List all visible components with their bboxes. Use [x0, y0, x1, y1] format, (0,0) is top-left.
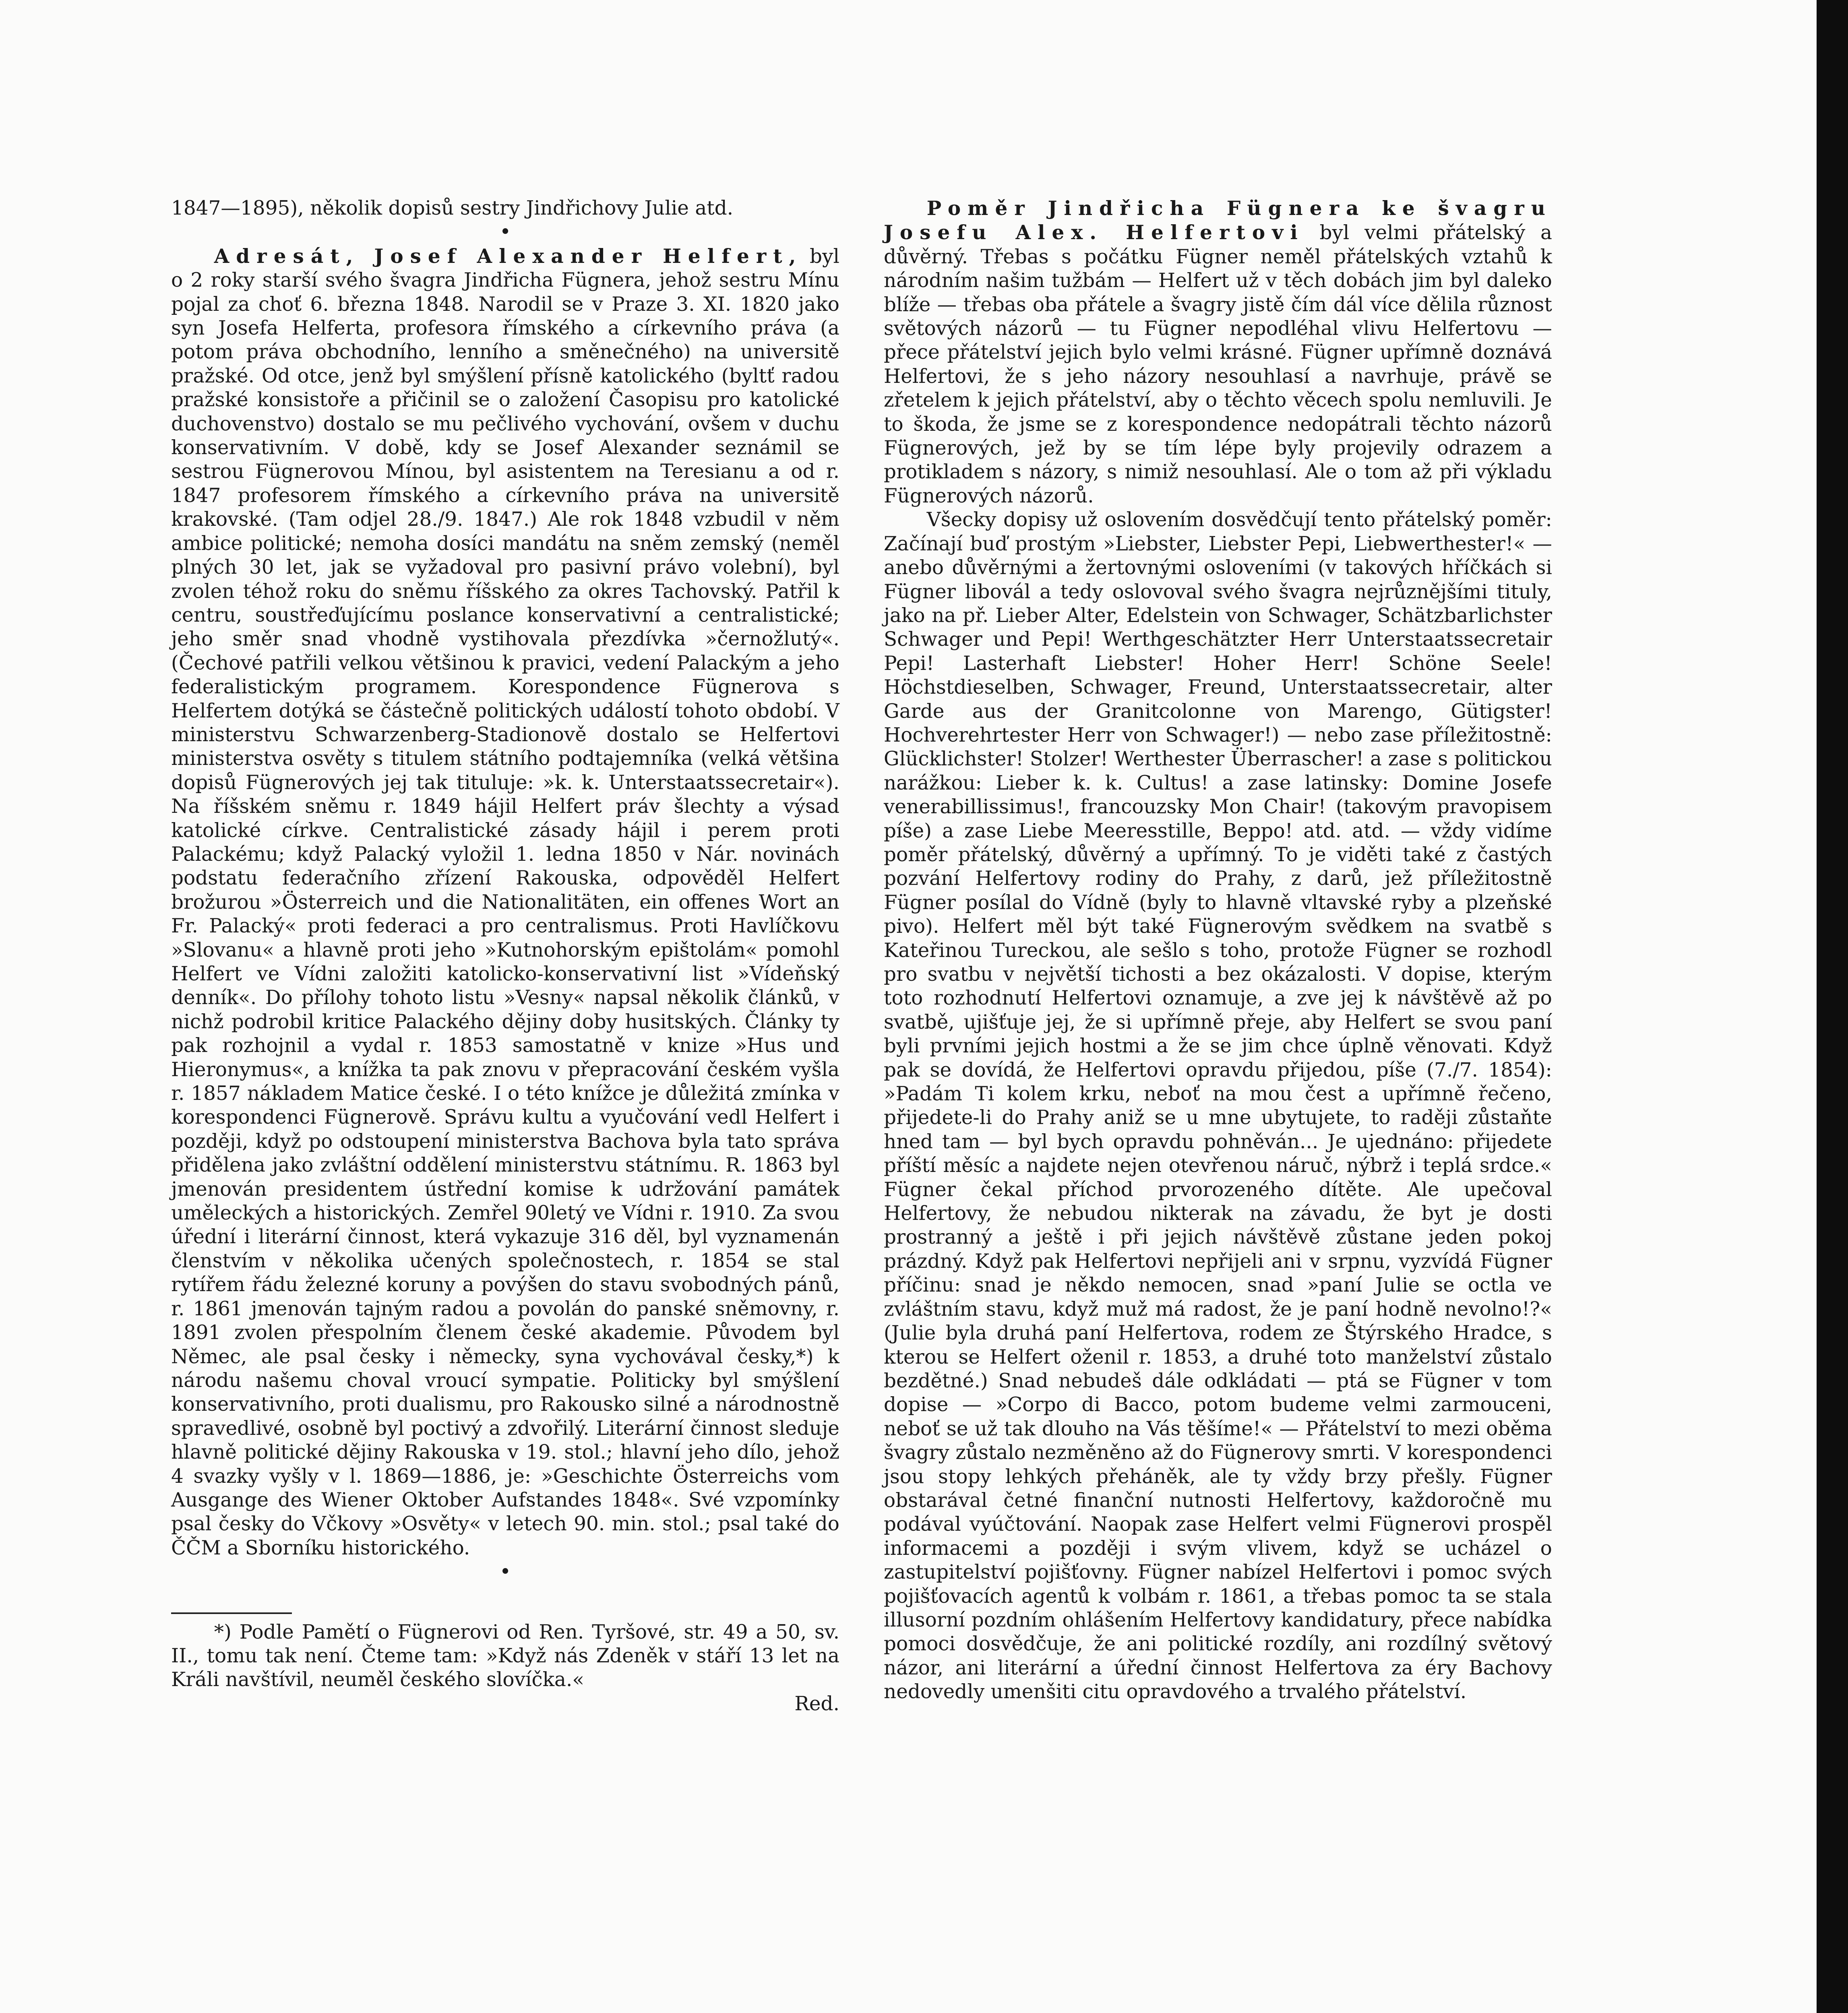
- left-column: [171, 196, 839, 1716]
- intro-paragraph: 1847—1895), několik dopisů sestry Jindřichovy Julie atd.: [171, 197, 734, 219]
- right-column: [884, 196, 1552, 1704]
- relationship-paragraph: [884, 196, 1552, 508]
- spaced-lead-text: Adresát, Josef Alexander Helfert,: [214, 244, 803, 268]
- footnote: [171, 1620, 839, 1692]
- footnote-separator: [171, 1612, 292, 1614]
- spaced-lead-text: Poměr Jindřicha Fügnera ke švagru Josefu Alex. Helfertovi: [884, 197, 1552, 244]
- footnote-text: *) Podle Pamětí o Fügnerovi od Ren. Tyršové, str. 49 a 50, sv. II., tomu tak není. Čteme tam: »Když nás Zdeněk v stáří 13 let na Králi navštívil, neuměl českého slovíčka.«: [171, 1620, 839, 1691]
- ornament-bullet: •: [499, 221, 511, 244]
- letters-paragraph: Všecky dopisy už oslovením dosvědčují tento přátelský poměr: Začínají buď prostým »Liebster, Liebster Pepi, Liebwerthester!« — anebo důvěrnými a žertovnými osloveními (v takových hříčkách si Fügner libovál a tedy oslovoval svého švagra nejrůznějšími tituly, jako na př. Lieber Alter, Edelstein von Schwager, Schätzbarlichster Schwager und Pepi! Werthgeschätzter Herr Unterstaatssecretair Pepi! Lasterhaft Liebster! Hoher Herr! Schöne Seele! Höchstdieselben, Schwager, Freund, Unterstaatssecretair, alter Garde aus der Granitcolonne von Marengo, Gütigster! Hochverehrtester Herr von Schwager!) — nebo zase příležitostně: Glücklichster! Stolzer! Werthester Überrascher! a zase s politickou narážkou: Lieber k. k. Cultus! a zase latinsky: Domine Josefe venerabillissimus!, francouzsky Mon Chair! (takovým pravopisem píše) a zase Liebe Meeresstille, Beppo! atd. atd. — vždy vidíme poměr přátelský, důvěrný a upřímný. To je viděti také z častých pozvání Helfertovy rodiny do Prahy, z darů, jež příležitostně Fügner posílal do Vídně (byly to hlavně vltavské ryby a plzeňské pivo). Helfert měl být také Fügnerovým svědkem na svatbě s Kateřinou Tureckou, ale sešlo s toho, protože Fügner se rozhodl pro svatbu v největší tichosti a bez okázalosti. V dopise, kterým toto rozhodnutí Helfertovi oznamuje, a zve jej k návštěvě až po svatbě, ujišťuje jej, že si upřímně přeje, aby Helfert se svou paní byli prvními jejich hostmi a že se jim chce úplně věnovati. Když pak se dovídá, že Helfertovi opravdu přijedou, píše (7./7. 1854): »Padám Ti kolem krku, neboť na mou čest a upřímně řečeno, přijedete-li do Prahy aniž se u mne ubytujete, to raději zůstaňte hned tam — byl bych opravdu pohněván... Je ujednáno: přijedete příští měsíc a najdete nejen otevřenou náruč, nýbrž i teplá srdce.« Fügner čekal příchod prvorozeného dítěte. Ale upečoval Helfertovy, že nebudou nikterak na závadu, že byt je dosti prostranný a ještě i při jejich návštěvě zůstane jeden pokoj prázdný. Když pak Helfertovi nepřijeli ani v srpnu, vyzvídá Fügner příčinu: snad je někdo nemocen, snad »paní Julie se octla ve zvláštním stavu, když muž má radost, že je paní hodně nevolno!?« (Julie byla druhá paní Helfertova, rodem ze Štýrského Hradce, s kterou se Helfert oženil r. 1853, a druhé toto manželství zůstalo bezdětné.) Snad nebudeš dále odkládati — ptá se Fügner v tom dopise — »Corpo di Bacco, potom budeme velmi zarmouceni, neboť se už tak dlouho na Vás těšíme!« — Přátelství to mezi oběma švagry zůstalo nezměněno až do Fügnerovy smrti. V korespondenci jsou stopy lehkých přeháněk, ale ty vždy brzy přešly. Fügner obstarával četné finanční nutnosti Helfertovy, každoročně mu podával vyúčtování. Naopak zase Helfert velmi Fügnerovi prospěl informacemi a později i svým vlivem, když se ucházel o zastupitelství pojišťovny. Fügner nabízel Helfertovi i pomoc svých pojišťovacích agentů k volbám r. 1861, a třebas pomoc ta se stala illusorní pozdním ohlášením Helfertovy kandidatury, přece nabídka pomoci dosvědčuje, že ani politické rozdíly, ani rozdílný světový názor, ani literární a úřední činnost Helfertova za éry Bachovy nedovedly umenšiti citu opravdového a trvalého přátelství.: [884, 508, 1552, 1703]
- footnote-sign: Red.: [794, 1692, 839, 1715]
- paragraph-body: byl o 2 roky starší svého švagra Jindřicha Fügnera, jehož sestru Mínu pojal za choť 6. března 1848. Narodil se v Praze 3. XI. 1820 jako syn Josefa Helferta, profesora římského a církevního práva (a potom práva obchodního, lenního a směnečného) na universitě pražské. Od otce, jenž byl smýšlení přísně katolického (byltť radou pražské konsistoře a přičinil se o založení Časopisu pro katolické duchovenstvo) dostalo se mu pečlivého vychování, ovšem v duchu konservativním. V době, kdy se Josef Alexander seznámil se sestrou Fügnerovou Mínou, byl asistentem na Teresianu a od r. 1847 profesorem římského a církevního práva na universitě krakovské. (Tam odjel 28./9. 1847.) Ale rok 1848 vzbudil v něm ambice politické; nemoha dosíci mandátu na sněm zemský (neměl plných 30 let, jak se vyžadoval pro pasivní právo volební), byl zvolen téhož roku do sněmu říšského za okres Tachovský. Patřil k centru, soustřeďujícímu poslance konservativní a centralistické; jeho směr snad vhodně vystihovala přezdívka »černožlutý«. (Čechové patřili velkou většinou k pravici, vedení Palackým a jeho federalistickým programem. Korespondence Fügnerova s Helfertem dotýká se částečně politických událostí tohoto období. V ministerstvu Schwarzenberg-Stadionově dostalo se Helfertovi ministerstva osvěty s titulem státního podtajemníka (velká většina dopisů Fügnerových jej tak tituluje: »k. k. Unterstaatssecretair«). Na říšském sněmu r. 1849 hájil Helfert práv šlechty a výsad katolické církve. Centralistické zásady hájil i perem proti Palackému; když Palacký vyložil 1. ledna 1850 v Nár. novinách podstatu federačního zřízení Rakouska, odpověděl Helfert brožurou »Österreich und die Nationalitäten, ein offenes Wort an Fr. Palacký« proti federaci a pro centralismus. Proti Havlíčkovu »Slovanu« a hlavně proti jeho »Kutnohorským epištolám« pomohl Helfert ve Vídni založiti katolicko-konservativní list »Vídeňský denník«. Do přílohy tohoto listu »Vesny« napsal několik článků, v nichž podrobil kritice Palackého dějiny doby husitských. Články ty pak rozhojnil a vydal r. 1853 samostatně v knize »Hus und Hieronymus«, a knížka ta pak znovu v přepracování českém vyšla r. 1857 nákladem Matice české. I o této knížce je důležitá zmínka v korespondenci Fügnerově. Správu kultu a vyučování vedl Helfert i později, když po odstoupení ministerstva Bachova byla tato správa přidělena jako zvláštní oddělení ministerstvu státnímu. R. 1863 byl jmenován presidentem ústřední komise k udržování památek uměleckých a historických. Zemřel 90letý ve Vídni r. 1910. Za svou úřední i literární činnost, která vykazuje 316 děl, byl vyznamenán členstvím v několika učených společnostech, r. 1854 se stal rytířem řádu železné koruny a povýšen do stavu svobodných pánů, r. 1861 jmenován tajným radou a povolán do panské sněmovny, r. 1891 zvolen přespolním členem české akademie. Původem byl Němec, ale psal česky i německy, syna vychovával česky,*) k národu našemu choval vroucí sympatie. Politicky byl smýšlení konservativního, proti dualismu, pro Rakousko silné a národnostně spravedlivé, osobně byl poctivý a zdvořilý. Literární činnost sleduje hlavně politické dějiny Rakouska v 19. stol.; hlavní jeho dílo, jehož 4 svazky vyšly v l. 1869—1886, je: »Geschichte Österreichs vom Ausgange des Wiener Oktober Aufstandes 1848«. Své vzpomínky psal česky do Včkovy »Osvěty« v letech 90. min. stol.; psal také do ČČM a Sborníku historického.: [171, 245, 840, 1559]
- footnote-sign-row: [171, 1692, 839, 1716]
- helfert-biography-paragraph: [171, 244, 839, 1560]
- scan-edge: [1817, 0, 1848, 2013]
- paragraph-body: byl velmi přátelský a důvěrný. Třebas s počátku Fügner neměl přátelských vztahů k národním našim tužbám — Helfert už v těch dobách jim byl daleko blíže — třebas oba přátele a švagry jistě čím dál více dělila různost světových názorů — tu Fügner nepodléhal vlivu Helfertovu — přece přátelství jejich bylo velmi krásné. Fügner upřímně doznává Helfertovi, že s jeho názory nesouhlasí a navrhuje, právě se zřetelem k jejich přátelství, aby o těchto věcech spolu nemluvili. Je to škoda, že jsme se z korespondence nedopátrali těchto názorů Fügnerových, jež by se tím lépe byly projevily odrazem a protikladem s názory, s nimiž nesouhlasí. Ale o tom až při výkladu Fügnerových názorů.: [884, 221, 1552, 507]
- ornament-bullet: •: [499, 1560, 511, 1583]
